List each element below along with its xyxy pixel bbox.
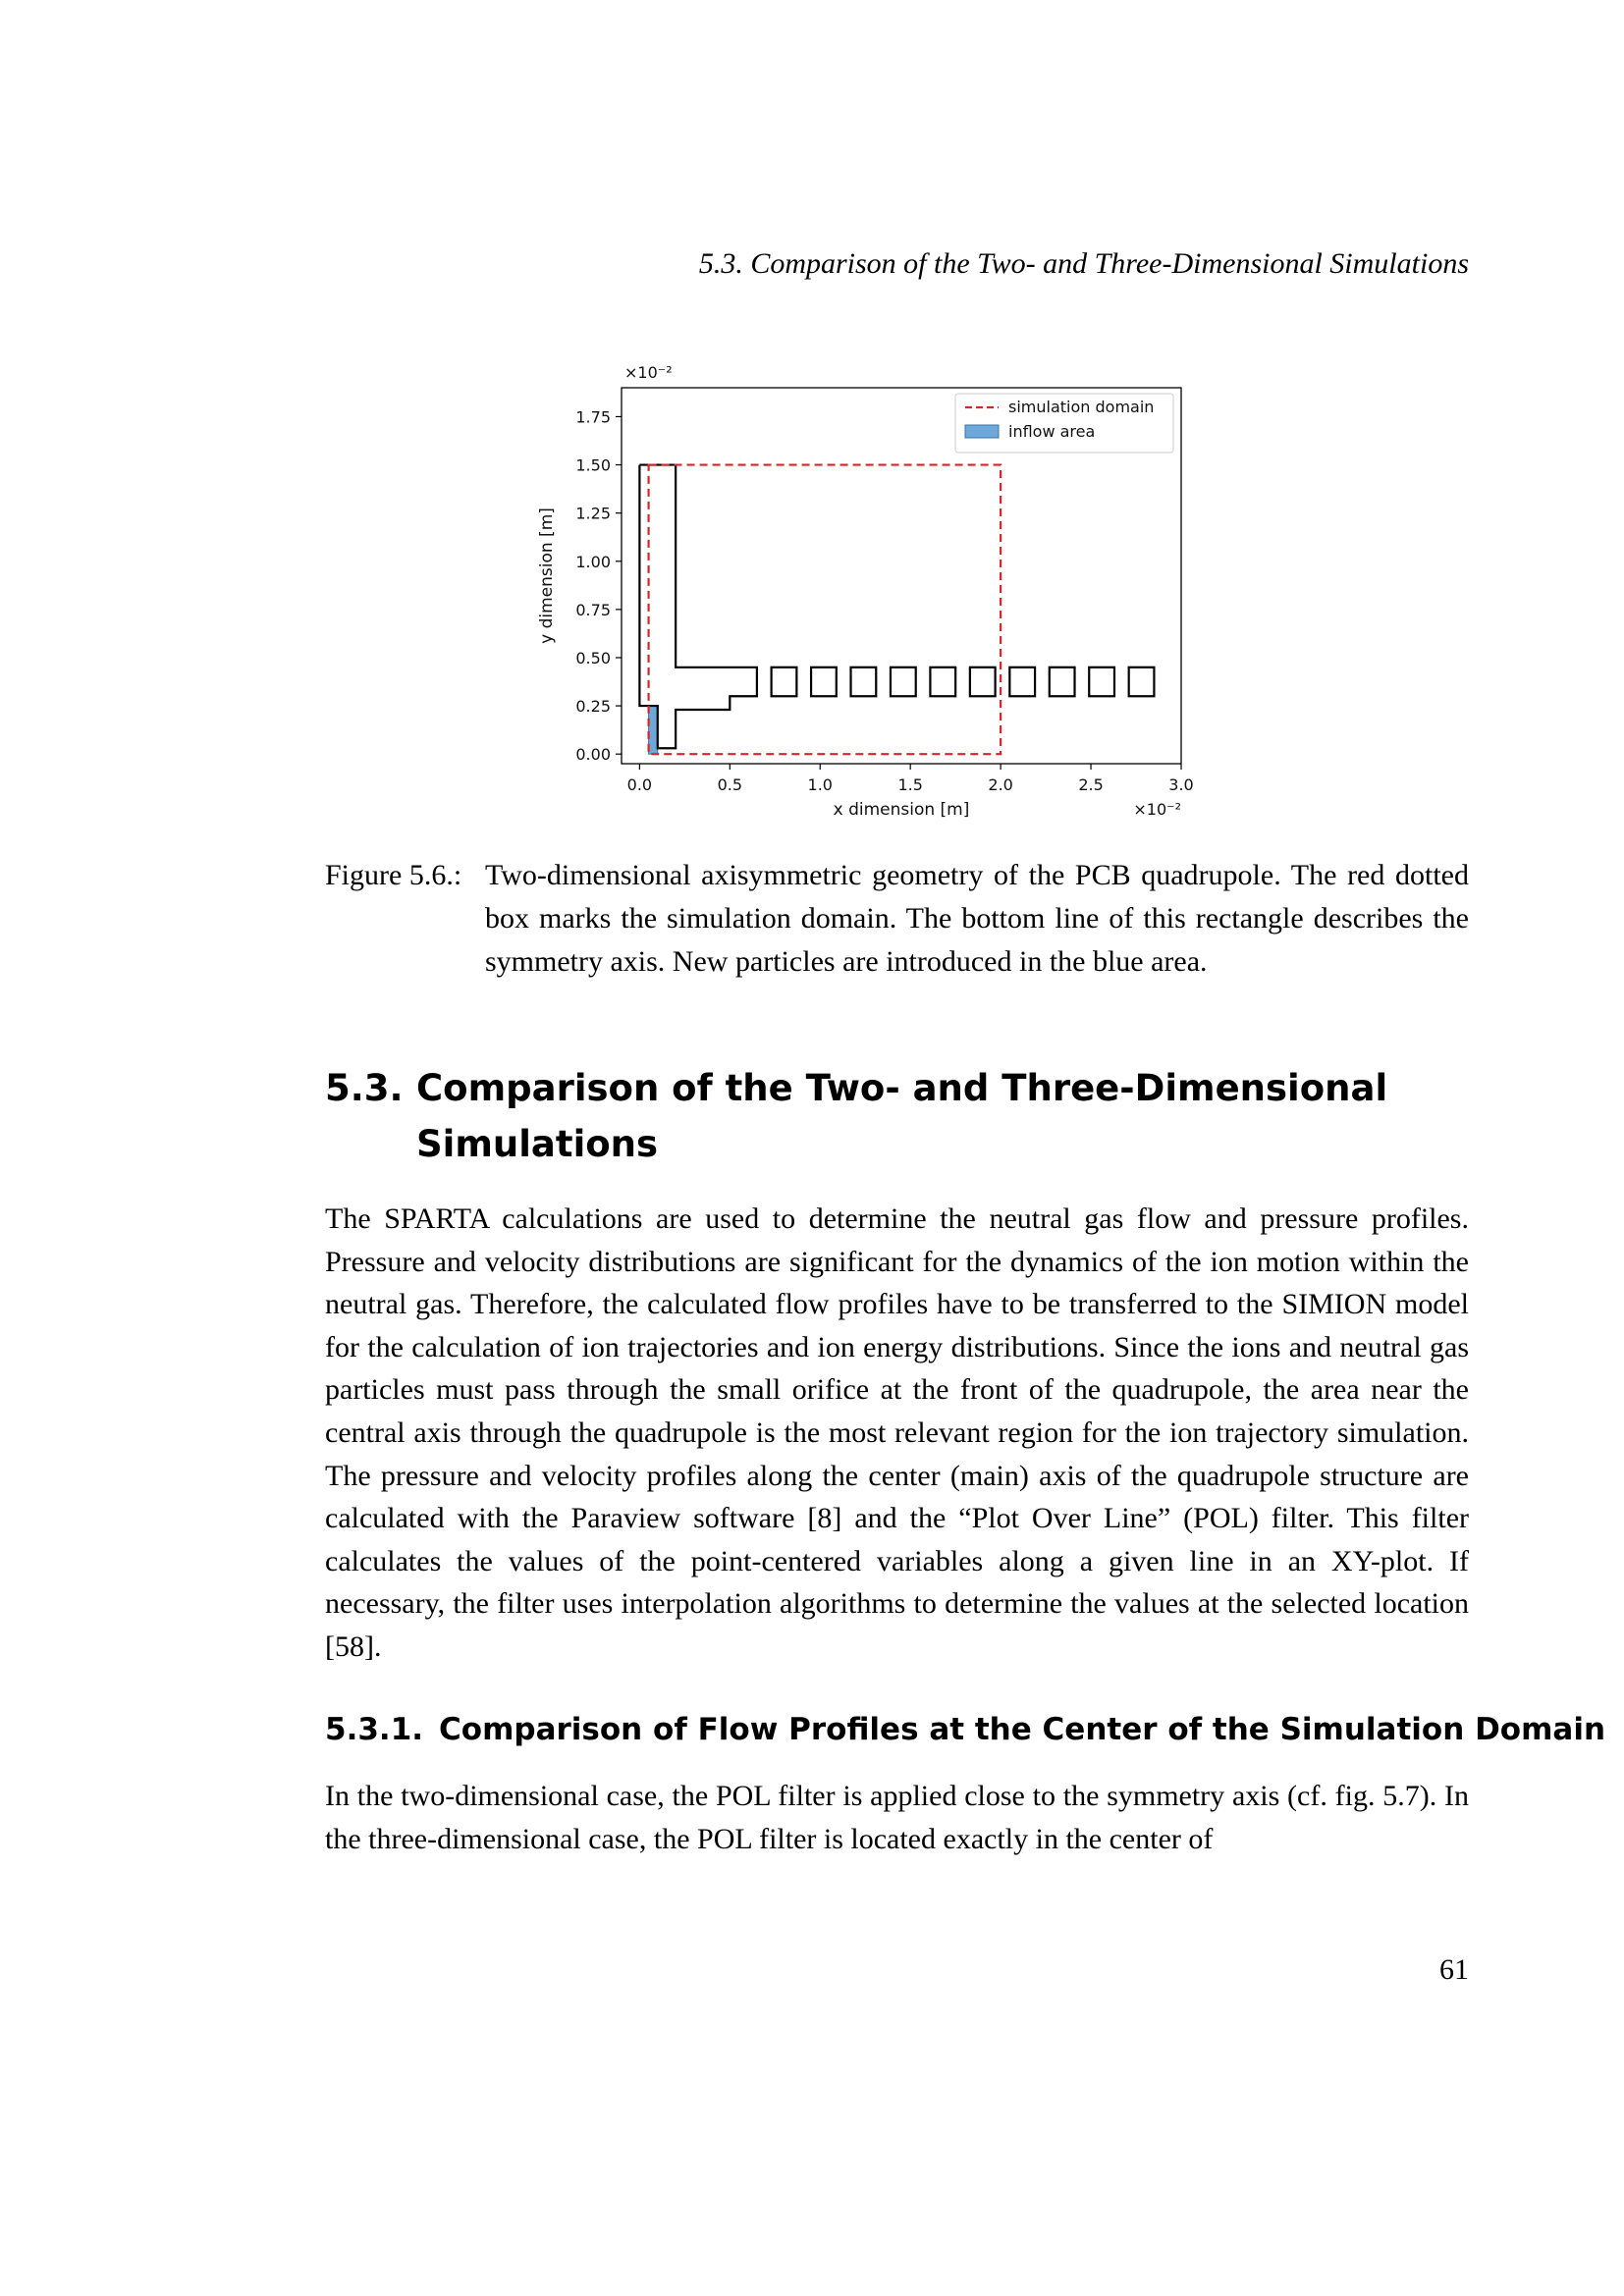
quadrupole-outline xyxy=(639,465,757,749)
inflow-area xyxy=(649,706,658,754)
x-tick-label: 3.0 xyxy=(1168,775,1194,794)
y-tick-label: 0.75 xyxy=(575,600,611,619)
electrode-3 xyxy=(851,667,877,696)
electrode-10 xyxy=(1129,667,1155,696)
geometry-plot xyxy=(530,358,1218,829)
y-tick-label: 0.25 xyxy=(575,697,611,717)
subsection-title: Comparison of Flow Profiles at the Center of the Simulation Domain xyxy=(439,1712,1606,1747)
body-paragraph: In the two-dimensional case, the POL filter is applied close to the symmetry axis (cf. fig. 5.7). In the three-dimensional case, the POL filter is located exactly in the center of xyxy=(325,1780,1469,1855)
figure-label: Figure 5.6.: xyxy=(325,859,462,891)
x-tick-label: 0.5 xyxy=(717,775,743,794)
legend-label: simulation domain xyxy=(1008,398,1155,416)
y-tick-label: 1.25 xyxy=(575,504,611,523)
electrode-2 xyxy=(811,667,837,696)
electrode-1 xyxy=(772,667,797,696)
legend-swatch-inflow xyxy=(965,425,999,438)
figure-5-6 xyxy=(530,358,1218,829)
section-number: 5.3. xyxy=(325,1067,404,1109)
body-paragraph: The SPARTA calculations are used to determine the neutral gas flow and pressure profiles. Pressure and velocity distributions are significant for the dynamics of the ion motion within the neutral gas. Therefore, the calculated flow profiles have to be transferred to the SIMION model for the calculation of ion trajectories and ion energy distributions. Since the ions and neutral gas particles must pass through the small orifice at the front of the quadrupole, the area near the central axis through the quadrupole is the most relevant region for the ion trajectory simulation. The pressure and velocity profiles along the center (main) axis of the quadrupole structure are calculated with the Paraview software [8] and the “Plot Over Line” (POL) filter. This filter calculates the values of the point-centered variables along a given line in an XY-plot. If necessary, the filter uses interpolation algorithms to determine the values at the selected location [58]. xyxy=(325,1202,1469,1663)
x-tick-label: 1.0 xyxy=(807,775,833,794)
x-tick-label: 2.5 xyxy=(1078,775,1104,794)
electrode-9 xyxy=(1089,667,1114,696)
y-offset-label: ×10⁻² xyxy=(624,363,673,382)
figure-caption-text: Two-dimensional axisymmetric geometry of the PCB quadrupole. The red dotted box marks the simulation domain. The bottom line of this rectangle describes the symmetry axis. New particles are introduced in the blue area. xyxy=(485,859,1469,978)
legend-label: inflow area xyxy=(1008,422,1096,441)
electrode-7 xyxy=(1009,667,1035,696)
subsection-number: 5.3.1. xyxy=(325,1712,424,1747)
y-tick-label: 0.50 xyxy=(575,648,611,667)
y-tick-label: 1.00 xyxy=(575,552,611,571)
section-heading xyxy=(325,1060,1469,1172)
electrode-5 xyxy=(930,667,955,696)
subsection-heading xyxy=(325,1708,1606,1751)
y-tick-label: 1.50 xyxy=(575,455,611,475)
x-offset-label: ×10⁻² xyxy=(1133,800,1181,819)
y-tick-label: 0.00 xyxy=(575,745,611,765)
section-title: Comparison of the Two- and Three-Dimensional Simulations xyxy=(416,1067,1388,1165)
y-axis-label: y dimension [m] xyxy=(537,507,557,644)
electrode-8 xyxy=(1050,667,1075,696)
x-tick-label: 2.0 xyxy=(988,775,1013,794)
running-header: 5.3. Comparison of the Two- and Three-Dimensional Simulations xyxy=(698,247,1469,280)
x-axis-label: x dimension [m] xyxy=(833,800,970,820)
figure-caption xyxy=(325,854,1469,984)
x-tick-label: 0.0 xyxy=(626,775,653,794)
x-tick-label: 1.5 xyxy=(897,775,923,794)
y-tick-label: 1.75 xyxy=(575,407,611,427)
plot-layer xyxy=(537,363,1194,820)
electrode-4 xyxy=(891,667,916,696)
electrode-6 xyxy=(970,667,996,696)
page-number: 61 xyxy=(1439,1953,1469,1986)
